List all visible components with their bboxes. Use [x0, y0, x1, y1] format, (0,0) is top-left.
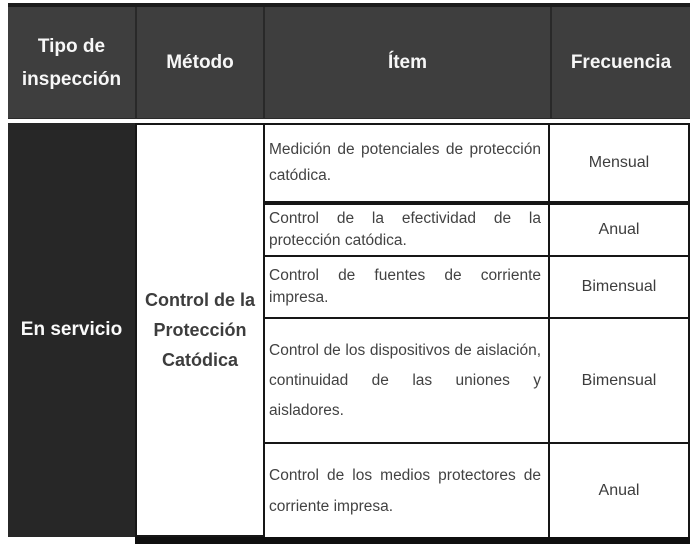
- item-rows: [263, 123, 690, 537]
- item-cell: [265, 257, 550, 317]
- item-row: [263, 255, 690, 317]
- header-row: [8, 3, 690, 119]
- header-label: Frecuencia: [570, 52, 672, 73]
- method-cell: [135, 123, 263, 537]
- inspection-table: [8, 3, 690, 544]
- item-text: Medición de potenciales de protección catódica.: [269, 141, 541, 184]
- method-label: Control de la Protección Catódica: [144, 290, 255, 370]
- header-cell-frecuencia: [550, 7, 690, 118]
- frequency-cell: Mensual: [588, 154, 650, 171]
- header-cell-metodo: [135, 7, 263, 118]
- bottom-border-bar: [135, 537, 690, 544]
- item-text: Control de los dispositivos de aislación, continuidad de las uniones y aisladores.: [269, 341, 541, 419]
- header-label: Ítem: [387, 52, 428, 73]
- frequency-cell: Anual: [598, 221, 640, 238]
- item-text: Control de fuentes de corriente impresa.: [269, 267, 541, 306]
- item-row: [263, 123, 690, 201]
- inspection-type-cell: [8, 123, 135, 537]
- header-cell-tipo-de-inspeccion: [8, 7, 135, 118]
- item-cell: [265, 125, 550, 201]
- item-text: Control de la efectividad de la protección catódica.: [269, 210, 541, 249]
- item-row: [263, 201, 690, 255]
- header-cell-item: [263, 7, 550, 118]
- item-cell: [265, 205, 550, 255]
- table-body: [8, 123, 690, 537]
- frequency-cell: Anual: [598, 481, 640, 499]
- item-text: Control de los medios protectores de corriente impresa.: [269, 466, 541, 515]
- inspection-type-label: En servicio: [20, 319, 123, 340]
- header-label: Tipo de inspección: [21, 35, 122, 90]
- frequency-cell: Bimensual: [581, 371, 657, 389]
- header-label: Método: [166, 52, 234, 73]
- item-cell: [265, 319, 550, 442]
- item-cell: [265, 444, 550, 537]
- item-row: [263, 317, 690, 442]
- item-row: [263, 442, 690, 537]
- frequency-cell: Bimensual: [581, 278, 657, 295]
